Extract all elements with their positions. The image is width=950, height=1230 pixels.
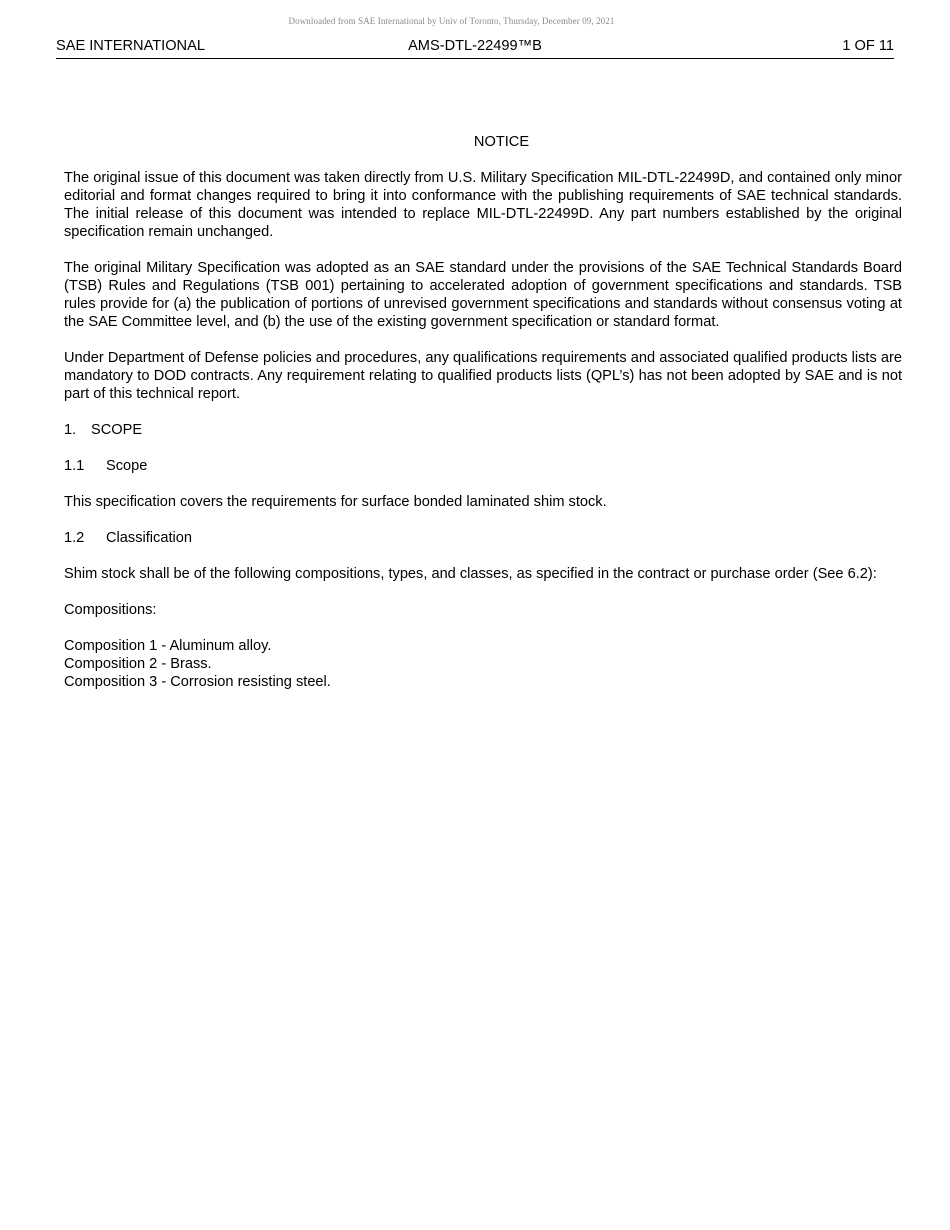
scope-paragraph: This specification covers the requirements for surface bonded laminated shim stock.: [64, 494, 607, 510]
notice-paragraph: The original Military Specification was adopted as an SAE standard under the provisions of the SAE Technical Standards Board (TSB) Rules and Regulations (TSB 001) pertaining to accelerated adoption of government specifications and standards. TSB rules provide for (a) the publication of portions of unrevised government specifications and standards without consensus voting at the SAE Committee level, and (b) the use of the existing government specification or standard format.: [64, 260, 902, 330]
notice-paragraph: Under Department of Defense policies and procedures, any qualifications requirements and associated qualified products lists are mandatory to DOD contracts. Any requirement relating to qualified products lists (QPL’s) has not been adopted by SAE and is not part of this technical report.: [64, 350, 902, 402]
notice-title: NOTICE: [473, 134, 530, 150]
subsection-heading-scope: [64, 457, 902, 475]
list-item: Composition 3 - Corrosion resisting steel.: [64, 674, 331, 690]
classification-paragraph: Shim stock shall be of the following compositions, types, and classes, as specified in the contract or purchase order (See 6.2):: [64, 566, 877, 582]
compositions-list: [64, 637, 902, 691]
subsection-heading-classification: [64, 529, 902, 547]
document-body: [64, 133, 902, 691]
header-organization: SAE INTERNATIONAL: [56, 38, 205, 54]
running-header: [56, 38, 894, 59]
download-watermark: Downloaded from SAE International by Univ of Toronto, Thursday, December 09, 2021: [288, 16, 615, 26]
section-number: 1.: [64, 422, 77, 438]
section-title: Classification: [106, 530, 192, 546]
section-title: Scope: [106, 458, 148, 474]
list-item: Composition 1 - Aluminum alloy.: [64, 638, 272, 654]
section-heading-scope: [64, 421, 902, 439]
list-item: Composition 2 - Brass.: [64, 656, 212, 672]
header-page-number: 1 OF 11: [842, 38, 894, 54]
section-number: 1.2: [64, 530, 85, 546]
compositions-label: Compositions:: [64, 602, 157, 618]
header-document-id: AMS-DTL-22499™B: [408, 38, 542, 54]
section-title: SCOPE: [91, 422, 143, 438]
notice-paragraph: The original issue of this document was taken directly from U.S. Military Specification MIL-DTL-22499D, and contained only minor editorial and format changes required to bring it into conformance with the publishing requirements of SAE technical standards. The initial release of this document was intended to replace MIL-DTL-22499D. Any part numbers established by the original specification remain unchanged.: [64, 170, 902, 240]
section-number: 1.1: [64, 458, 85, 474]
